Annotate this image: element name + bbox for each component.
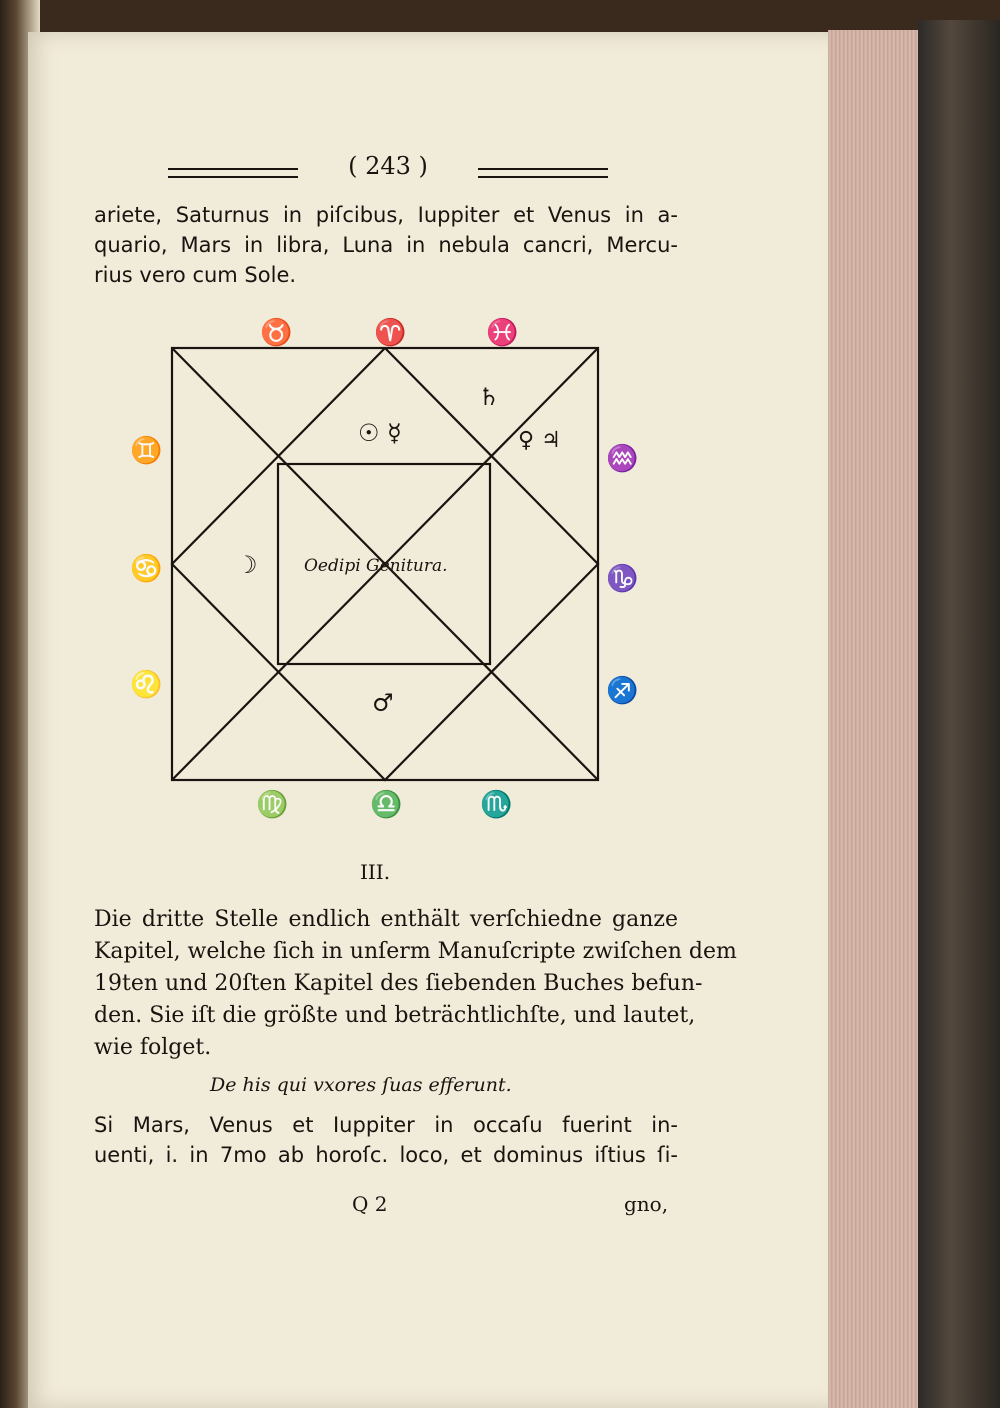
- saturn-icon: ♄: [478, 383, 500, 411]
- capricorn-icon: ♑: [606, 564, 639, 594]
- chart-center-label: Oedipi Genitura.: [304, 556, 448, 576]
- page-number: ( 243 ): [348, 152, 428, 180]
- book-cover-edge: [918, 20, 1000, 1408]
- signature-mark: Q 2: [352, 1192, 388, 1216]
- mars-icon: ♂: [372, 689, 394, 717]
- sun-mercury-icon: ☉ ☿: [358, 419, 402, 447]
- latin-paragraph-top: [94, 200, 678, 290]
- page-header: [168, 152, 608, 192]
- gemini-icon: ♊: [130, 436, 163, 466]
- chapter-title: De his qui vxores ſuas efferunt.: [210, 1074, 512, 1096]
- aries-icon: ♈: [374, 318, 407, 348]
- venus-jupiter-icon: ♀ ♃: [518, 428, 561, 453]
- scorpio-icon: ♏: [480, 790, 513, 820]
- text-line: Kapitel, welche ſich in unſerm Manuſcripte zwiſchen dem: [94, 939, 737, 964]
- text-line: Si Mars, Venus et Iuppiter in occaſu fuerint in-: [94, 1113, 678, 1137]
- text-line: ariete, Saturnus in piſcibus, Iuppiter et Venus in a-: [94, 203, 678, 227]
- aquarius-icon: ♒: [606, 444, 639, 474]
- text-line: uenti, i. in 7mo ab horoſc. loco, et dominus iſtius ſi-: [94, 1143, 678, 1167]
- text-line: rius vero cum Sole.: [94, 263, 297, 287]
- pisces-icon: ♓: [486, 318, 519, 348]
- moon-icon: ☽: [236, 551, 258, 579]
- text-line: 19ten und 20ſten Kapitel des ſiebenden Buches befun-: [94, 971, 703, 996]
- page-block-edge: [828, 30, 920, 1408]
- text-line: den. Sie iſt die größte und beträchtlichſte, und lautet,: [94, 1003, 696, 1028]
- text-line: quario, Mars in libra, Luna in nebula cancri, Mercu-: [94, 233, 678, 257]
- taurus-icon: ♉: [260, 318, 293, 348]
- latin-paragraph-bottom: [94, 1110, 678, 1170]
- text-line: wie folget.: [94, 1035, 212, 1060]
- leo-icon: ♌: [130, 670, 163, 700]
- german-paragraph: [94, 904, 737, 1064]
- catchword: gno,: [624, 1192, 669, 1216]
- header-rule-right: [478, 168, 608, 178]
- horoscope-chart: [130, 318, 639, 830]
- libra-icon: ♎: [370, 790, 403, 820]
- cancer-icon: ♋: [130, 554, 163, 584]
- section-numeral: III.: [360, 860, 391, 884]
- virgo-icon: ♍: [256, 790, 289, 820]
- text-line: Die dritte Stelle endlich enthält verſchiedne ganze: [94, 907, 678, 932]
- sagittarius-icon: ♐: [606, 676, 639, 706]
